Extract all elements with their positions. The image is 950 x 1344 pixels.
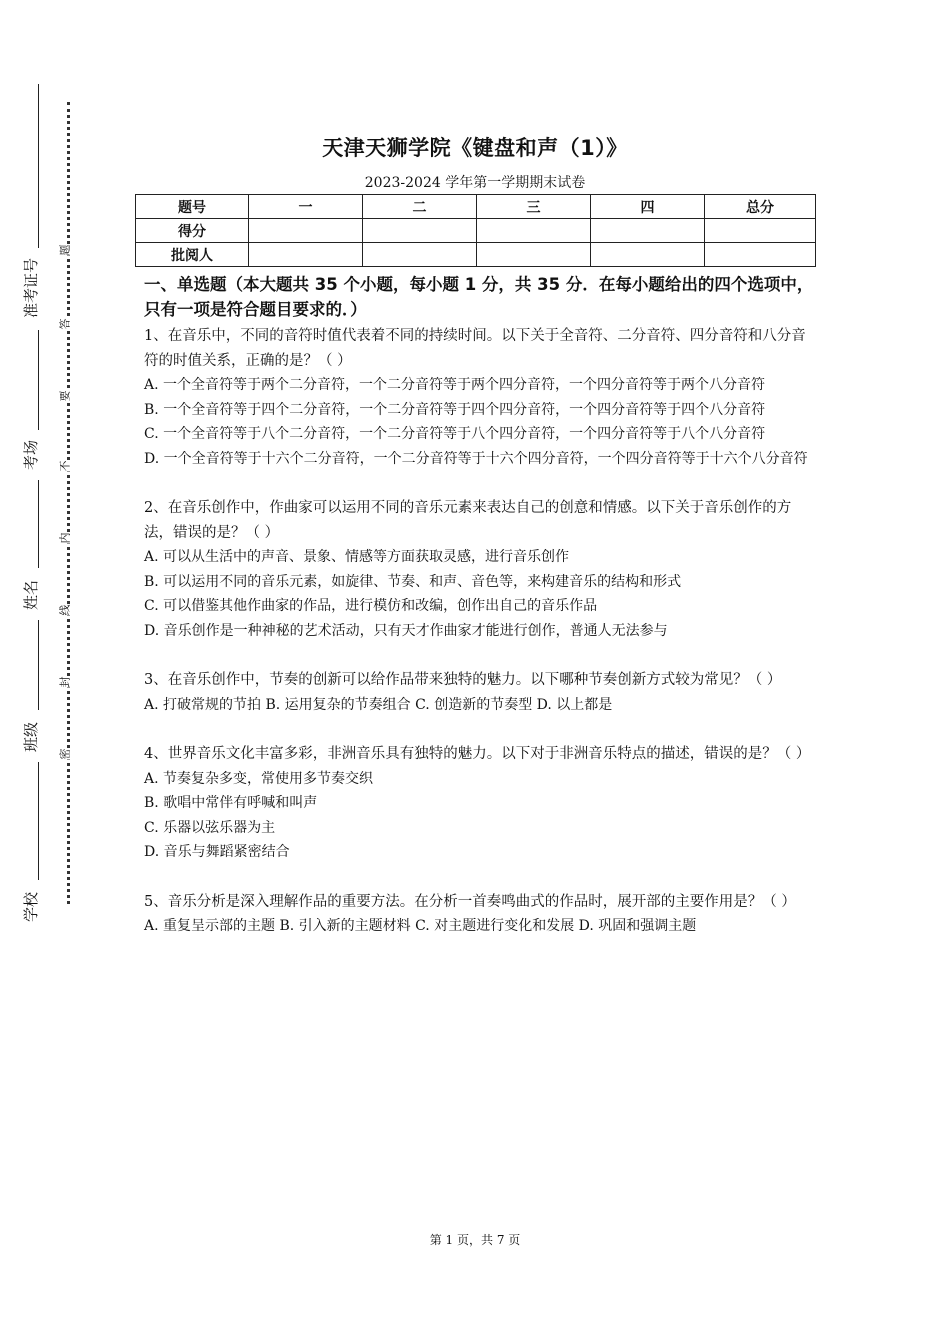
question-option: A. 打破常规的节拍 B. 运用复杂的节奏组合 C. 创造新的节奏型 D. 以上都是 bbox=[144, 696, 613, 713]
binding-margin bbox=[0, 0, 120, 1344]
question-option: C. 可以借鉴其他作曲家的作品，进行模仿和改编，创作出自己的音乐作品 bbox=[144, 598, 598, 614]
grader-cell[interactable] bbox=[705, 243, 816, 267]
question-stem: 4、世界音乐文化丰富多彩，非洲音乐具有独特的魅力。以下对于非洲音乐特点的描述，错误的是？（ ） bbox=[144, 746, 811, 762]
seal-char: 要 bbox=[58, 390, 72, 402]
field-line-exam-room bbox=[38, 330, 39, 430]
score-header-cell: 题号 bbox=[136, 195, 249, 219]
field-line-name bbox=[38, 480, 39, 568]
question-4 bbox=[144, 742, 814, 865]
grader-cell[interactable] bbox=[249, 243, 363, 267]
seal-char: 封 bbox=[58, 676, 72, 688]
score-cell[interactable] bbox=[705, 219, 816, 243]
question-2 bbox=[144, 496, 814, 643]
score-header-cell: 总分 bbox=[705, 195, 816, 219]
seal-dotted-line bbox=[67, 102, 70, 904]
question-option: C. 乐器以弦乐器为主 bbox=[144, 819, 276, 836]
question-option: B. 歌唱中常伴有呼喊和叫声 bbox=[144, 795, 318, 811]
page-footer: 第 1 页，共 7 页 bbox=[429, 1233, 521, 1247]
question-stem: 5、音乐分析是深入理解作品的重要方法。在分析一首奏鸣曲式的作品时，展开部的主要作用是？（ ） bbox=[144, 893, 796, 910]
field-label-name: 姓名 bbox=[22, 579, 40, 610]
field-label-exam-number: 准考证号 bbox=[22, 257, 40, 318]
seal-char: 不 bbox=[58, 460, 72, 472]
grader-cell[interactable] bbox=[591, 243, 705, 267]
field-line-school bbox=[38, 762, 39, 880]
question-option: A. 重复呈示部的主题 B. 引入新的主题材料 C. 对主题进行变化和发展 D. 巩固和强调主题 bbox=[144, 918, 697, 934]
question-option: D. 音乐与舞蹈紧密结合 bbox=[144, 844, 290, 860]
exam-subtitle: 2023-2024 学年第一学期期末试卷 bbox=[364, 175, 586, 191]
score-header-cell: 四 bbox=[591, 195, 705, 219]
field-label-class: 班级 bbox=[22, 721, 40, 752]
question-5 bbox=[144, 890, 814, 939]
question-stem: 1、在音乐中，不同的音符时值代表着不同的持续时间。以下关于全音符、二分音符、四分音符和八分音符的时值关系，正确的是？（ ） bbox=[144, 328, 806, 369]
seal-char: 答 bbox=[58, 318, 72, 330]
question-option: A. 节奏复杂多变，常使用多节奏交织 bbox=[144, 770, 374, 787]
question-option: B. 可以运用不同的音乐元素，如旋律、节奏、和声、音色等，来构建音乐的结构和形式 bbox=[144, 573, 682, 590]
seal-char: 密 bbox=[58, 748, 72, 760]
score-row-label: 得分 bbox=[136, 219, 249, 243]
field-label-exam-room: 考场 bbox=[22, 439, 40, 470]
seal-char: 内 bbox=[58, 532, 72, 544]
grader-cell[interactable] bbox=[363, 243, 477, 267]
score-table-row bbox=[136, 219, 816, 243]
score-table-row bbox=[136, 243, 816, 267]
exam-title: 天津天狮学院《键盘和声（1）》 bbox=[322, 136, 628, 160]
score-header-cell: 一 bbox=[249, 195, 363, 219]
score-table bbox=[135, 194, 816, 267]
field-line-class bbox=[38, 620, 39, 710]
question-option: D. 音乐创作是一种神秘的艺术活动，只有天才作曲家才能进行创作，普通人无法参与 bbox=[144, 622, 668, 639]
question-option: B. 一个全音符等于四个二分音符，一个二分音符等于四个四分音符，一个四分音符等于四个八分音符 bbox=[144, 401, 766, 418]
question-stem: 3、在音乐创作中，节奏的创新可以给作品带来独特的魅力。以下哪种节奏创新方式较为常见？（ ） bbox=[144, 672, 782, 688]
field-label-school: 学校 bbox=[22, 891, 40, 922]
question-option: C. 一个全音符等于八个二分音符，一个二分音符等于八个四分音符，一个四分音符等于八个八分音符 bbox=[144, 426, 766, 442]
score-cell[interactable] bbox=[477, 219, 591, 243]
seal-char: 题 bbox=[58, 244, 72, 256]
grader-cell[interactable] bbox=[477, 243, 591, 267]
score-cell[interactable] bbox=[249, 219, 363, 243]
question-3 bbox=[144, 668, 814, 717]
question-stem: 2、在音乐创作中，作曲家可以运用不同的音乐元素来表达自己的创意和情感。以下关于音乐创作的方法，错误的是？（ ） bbox=[144, 500, 792, 541]
seal-char: 线 bbox=[58, 604, 72, 616]
score-header-cell: 三 bbox=[477, 195, 591, 219]
question-1 bbox=[144, 324, 814, 471]
exam-content bbox=[144, 272, 814, 939]
section-heading: 一、单选题（本大题共 35 个小题，每小题 1 分，共 35 分．在每小题给出的四个选项中，只有一项是符合题目要求的．） bbox=[144, 275, 814, 319]
score-table-header-row bbox=[136, 195, 816, 219]
score-header-cell: 二 bbox=[363, 195, 477, 219]
question-option: A. 可以从生活中的声音、景象、情感等方面获取灵感，进行音乐创作 bbox=[144, 549, 570, 565]
score-row-label: 批阅人 bbox=[136, 243, 249, 267]
question-option: D. 一个全音符等于十六个二分音符，一个二分音符等于十六个四分音符，一个四分音符等于十六个八分音符 bbox=[144, 450, 808, 467]
score-cell[interactable] bbox=[591, 219, 705, 243]
question-option: A. 一个全音符等于两个二分音符，一个二分音符等于两个四分音符，一个四分音符等于两个八分音符 bbox=[144, 377, 766, 393]
score-cell[interactable] bbox=[363, 219, 477, 243]
field-line-exam-number bbox=[38, 84, 39, 248]
